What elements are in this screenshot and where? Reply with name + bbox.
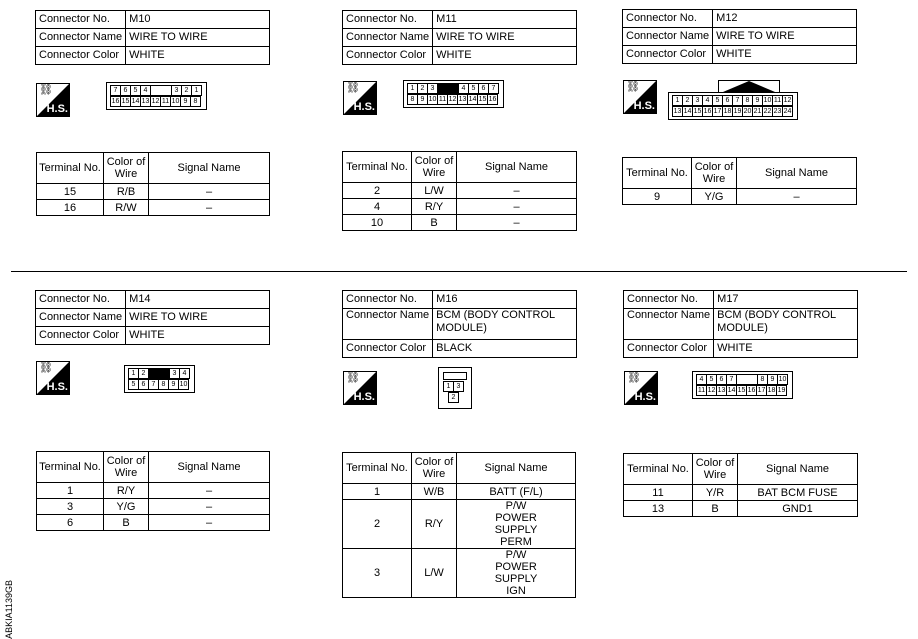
pin-cell: 7	[726, 374, 737, 385]
hs-label: H.S.	[634, 391, 656, 403]
pin-slot-blank	[150, 85, 172, 96]
pin-cell: 13	[717, 387, 726, 394]
connector-face-m11	[403, 80, 504, 108]
connector-name-label: Connector Name	[36, 29, 126, 47]
table-cell: 3	[343, 549, 412, 598]
table-cell: L/W	[412, 183, 457, 199]
hs-badge-icon: ⛓ H.S.	[624, 371, 658, 405]
table-cell: 13	[624, 501, 693, 517]
column-header: Terminal No.	[623, 158, 692, 189]
table-cell: Connector No.	[343, 291, 433, 309]
table-cell: WHITE	[713, 46, 857, 64]
table-cell: 2	[343, 183, 412, 199]
connector-face-m17	[692, 371, 793, 399]
table-row	[343, 199, 577, 215]
table-cell: WHITE	[126, 327, 270, 345]
table-cell: BLACK	[433, 340, 577, 358]
table-row	[343, 549, 576, 598]
table-cell: WHITE	[714, 340, 858, 358]
pin-cell: 2	[181, 85, 192, 96]
table-cell: 1	[37, 483, 104, 499]
table-cell: R/W	[104, 200, 149, 216]
pin-cell: 7	[732, 95, 743, 106]
hs-label: H.S.	[46, 381, 68, 393]
table-cell: –	[457, 215, 577, 231]
table-row	[343, 500, 576, 549]
table-cell: WIRE TO WIRE	[433, 29, 577, 47]
column-header: Signal Name	[738, 454, 858, 485]
pin-cell: 2	[448, 392, 459, 403]
pin-cell: 16	[488, 96, 497, 103]
terminal-table-m10	[36, 152, 270, 216]
pin-cell: 2	[682, 95, 693, 106]
table-cell: BATT (F/L)	[457, 484, 576, 500]
table-row	[37, 200, 270, 216]
pin-cell: 20	[743, 108, 752, 115]
table-cell: –	[457, 183, 577, 199]
pin-cell: 5	[706, 374, 717, 385]
column-header: Color of Wire	[692, 158, 737, 189]
pin-cell: 10	[778, 376, 787, 383]
table-cell: R/Y	[412, 500, 457, 549]
pin-cell: 13	[458, 96, 467, 103]
table-cell: L/W	[412, 549, 457, 598]
table-cell: –	[149, 184, 270, 200]
table-row	[37, 184, 270, 200]
pin-cell: 10	[763, 97, 772, 104]
table-cell: 4	[343, 199, 412, 215]
connector-face-m12	[668, 92, 798, 120]
pin-cell: 5	[130, 85, 141, 96]
pin-cell: 17	[713, 108, 722, 115]
table-row	[37, 483, 270, 499]
hs-badge-icon: ⛓ H.S.	[343, 81, 377, 115]
table-cell: –	[457, 199, 577, 215]
pin-cell: 23	[773, 108, 782, 115]
table-cell: Connector Name	[343, 29, 433, 47]
pin-cell: 5	[128, 379, 139, 390]
pin-cell: 4	[702, 95, 713, 106]
table-cell: R/Y	[412, 199, 457, 215]
pin-cell: 1	[443, 381, 454, 392]
connector-face-m16	[438, 367, 472, 409]
pin-cell: 11	[161, 98, 170, 105]
connector-color-value: WHITE	[126, 47, 270, 65]
connector-no-value: M11	[433, 11, 577, 29]
pin-cell: 9	[417, 94, 428, 105]
table-cell: Connector Name	[343, 309, 433, 340]
table-cell: B	[693, 501, 738, 517]
connector-m12	[622, 9, 857, 64]
pin-row-bottom	[111, 96, 202, 107]
terminal-table-m14	[36, 451, 270, 531]
column-header: Signal Name	[737, 158, 857, 189]
table-row	[37, 515, 270, 531]
connector-m11	[342, 10, 577, 65]
connector-face-m10	[106, 82, 207, 110]
table-cell: 10	[343, 215, 412, 231]
table-cell: Y/G	[104, 499, 149, 515]
table-cell: Y/G	[692, 189, 737, 205]
table-cell: WIRE TO WIRE	[713, 28, 857, 46]
table-cell: WHITE	[433, 47, 577, 65]
table-cell: Connector Name	[36, 309, 126, 327]
table-cell: –	[149, 200, 270, 216]
table-cell: –	[149, 499, 270, 515]
terminal-table-m11	[342, 151, 577, 231]
table-cell: BCM (BODY CONTROL MODULE)	[433, 309, 577, 340]
connector-info-table	[35, 10, 270, 65]
connector-no-value: M17	[714, 291, 858, 309]
connector-no-value: M10	[126, 11, 270, 29]
pin-slot-key	[148, 368, 170, 379]
table-cell: B	[412, 215, 457, 231]
pin-cell: 16	[747, 387, 756, 394]
hs-badge-icon: ⛓ H.S.	[623, 80, 657, 114]
pin-cell: 19	[777, 387, 786, 394]
hs-label: H.S.	[353, 101, 375, 113]
pin-cell: 10	[179, 381, 188, 388]
connector-color-label: Connector Color	[36, 47, 126, 65]
hs-badge-icon: ⛓ H.S.	[343, 371, 377, 405]
table-cell: Connector No.	[36, 291, 126, 309]
pin-cell: 8	[407, 94, 418, 105]
table-cell: Connector Color	[623, 46, 713, 64]
table-cell: Connector Name	[624, 309, 714, 340]
connector-no-value: M14	[126, 291, 270, 309]
connector-face-m14	[124, 365, 195, 393]
column-header: Terminal No.	[624, 454, 693, 485]
column-header: Signal Name	[457, 152, 577, 183]
pin-cell: 1	[191, 85, 202, 96]
pin-cell: 13	[673, 108, 682, 115]
connector-m10	[35, 10, 270, 65]
pin-cell: 5	[468, 83, 479, 94]
table-cell: BAT BCM FUSE	[738, 485, 858, 501]
pin-cell: 7	[148, 379, 159, 390]
pin-cell: 16	[111, 98, 120, 105]
pin-cell: 3	[169, 368, 180, 379]
table-row	[343, 215, 577, 231]
pin-cell: 14	[727, 387, 736, 394]
pin-cell: 11	[773, 97, 782, 104]
pin-cell: 4	[696, 374, 707, 385]
pin-cell: 19	[733, 108, 742, 115]
table-cell: –	[149, 515, 270, 531]
pin-cell: 16	[703, 108, 712, 115]
pin-cell: 6	[138, 379, 149, 390]
pin-slot-blank	[736, 374, 758, 385]
pin-cell: 12	[783, 97, 792, 104]
pin-cell: 7	[110, 85, 121, 96]
table-row	[343, 484, 576, 500]
column-header: Signal Name	[149, 153, 270, 184]
pin-cell: 10	[428, 96, 437, 103]
pin-cell: 9	[752, 95, 763, 106]
pin-cell: 17	[757, 387, 766, 394]
pin-cell: 3	[427, 83, 438, 94]
pin-cell: 3	[171, 85, 182, 96]
table-cell: GND1	[738, 501, 858, 517]
pin-cell: 4	[179, 368, 190, 379]
pin-cell: 6	[120, 85, 131, 96]
table-cell: W/B	[412, 484, 457, 500]
pin-cell: 1	[407, 83, 418, 94]
hs-badge-icon: ⛓ H.S.	[36, 361, 70, 395]
pin-cell: 15	[693, 108, 702, 115]
table-cell: R/B	[104, 184, 149, 200]
hs-label: H.S.	[633, 100, 655, 112]
table-cell: Connector No.	[343, 11, 433, 29]
table-cell: Connector Color	[343, 340, 433, 358]
pin-cell: 10	[171, 98, 180, 105]
pin-cell: 15	[121, 98, 130, 105]
table-cell: 15	[37, 184, 104, 200]
pin-cell: 14	[468, 96, 477, 103]
pin-cell: 18	[723, 108, 732, 115]
pin-cell: 8	[190, 96, 201, 107]
connector-m17	[623, 290, 858, 358]
column-header: Terminal No.	[343, 152, 412, 183]
hs-label: H.S.	[46, 103, 68, 115]
connector-name-value: WIRE TO WIRE	[126, 29, 270, 47]
connector-no-value: M16	[433, 291, 577, 309]
pin-cell: 24	[783, 108, 792, 115]
pin-cell: 11	[697, 387, 706, 394]
pin-cell: 5	[712, 95, 723, 106]
table-cell: 6	[37, 515, 104, 531]
table-cell: BCM (BODY CONTROL MODULE)	[714, 309, 858, 340]
pin-cell: 11	[438, 96, 447, 103]
pin-cell: 14	[131, 98, 140, 105]
pin-cell: 2	[417, 83, 428, 94]
pin-cell: 15	[737, 387, 746, 394]
pin-cell: 21	[753, 108, 762, 115]
pin-cell: 3	[692, 95, 703, 106]
column-header: Color of Wire	[412, 453, 457, 484]
table-cell: Connector Color	[36, 327, 126, 345]
table-cell: Connector No.	[624, 291, 714, 309]
connector-no-label: Connector No.	[36, 11, 126, 29]
pin-cell: 8	[158, 379, 169, 390]
pin-cell: 8	[757, 374, 768, 385]
table-cell: P/W POWER SUPPLY IGN	[457, 549, 576, 598]
table-cell: Connector Name	[623, 28, 713, 46]
pin-cell: 6	[478, 83, 489, 94]
pin-cell: 1	[672, 95, 683, 106]
table-cell: 9	[623, 189, 692, 205]
table-cell: 1	[343, 484, 412, 500]
hs-badge-icon: ⛓ H.S.	[36, 83, 70, 117]
column-header: Color of Wire	[104, 153, 149, 184]
pin-cell: 3	[453, 381, 464, 392]
pin-cell: 6	[716, 374, 727, 385]
table-cell: B	[104, 515, 149, 531]
pin-row-top	[111, 85, 202, 96]
column-header: Terminal No.	[37, 452, 104, 483]
pin-cell: 6	[722, 95, 733, 106]
connector-m16	[342, 290, 577, 358]
pin-cell: 4	[458, 83, 469, 94]
terminal-table-m16	[342, 452, 576, 598]
pin-cell: 4	[140, 85, 151, 96]
pin-cell: 22	[763, 108, 772, 115]
terminal-table-m17	[623, 453, 858, 517]
table-cell: P/W POWER SUPPLY PERM	[457, 500, 576, 549]
pin-cell: 9	[180, 96, 191, 107]
table-cell: 3	[37, 499, 104, 515]
pin-cell: 18	[767, 387, 776, 394]
table-cell: WIRE TO WIRE	[126, 309, 270, 327]
pin-cell: 14	[683, 108, 692, 115]
pin-cell: 9	[767, 374, 778, 385]
terminal-table-m12	[622, 157, 857, 205]
column-header: Color of Wire	[693, 454, 738, 485]
table-cell: Connector Color	[343, 47, 433, 65]
table-row	[624, 485, 858, 501]
pin-cell: 1	[128, 368, 139, 379]
connector-no-value: M12	[713, 10, 857, 28]
column-header: Terminal No.	[37, 153, 104, 184]
table-row	[623, 189, 857, 205]
table-cell: 2	[343, 500, 412, 549]
pin-cell: 8	[742, 95, 753, 106]
pin-cell: 15	[478, 96, 487, 103]
table-cell: 11	[624, 485, 693, 501]
pin-cell: 2	[138, 368, 149, 379]
table-row	[37, 499, 270, 515]
table-cell: R/Y	[104, 483, 149, 499]
pin-cell: 12	[448, 96, 457, 103]
column-header: Color of Wire	[104, 452, 149, 483]
table-cell: 16	[37, 200, 104, 216]
table-cell: Connector No.	[623, 10, 713, 28]
section-divider	[11, 271, 907, 272]
column-header: Color of Wire	[412, 152, 457, 183]
table-cell: Y/R	[693, 485, 738, 501]
table-row	[343, 183, 577, 199]
table-row	[624, 501, 858, 517]
table-cell: Connector Color	[624, 340, 714, 358]
connector-m14	[35, 290, 270, 345]
hs-label: H.S.	[353, 391, 375, 403]
pin-cell: 9	[168, 379, 179, 390]
pin-cell: 13	[141, 98, 150, 105]
column-header: Terminal No.	[343, 453, 412, 484]
pin-cell: 7	[488, 83, 499, 94]
pin-cell: 12	[707, 387, 716, 394]
figure-code: ABKIA1139GB	[4, 580, 14, 639]
table-cell: –	[149, 483, 270, 499]
column-header: Signal Name	[457, 453, 576, 484]
table-cell: –	[737, 189, 857, 205]
pin-slot-key	[437, 83, 459, 94]
column-header: Signal Name	[149, 452, 270, 483]
pin-cell: 12	[151, 98, 160, 105]
